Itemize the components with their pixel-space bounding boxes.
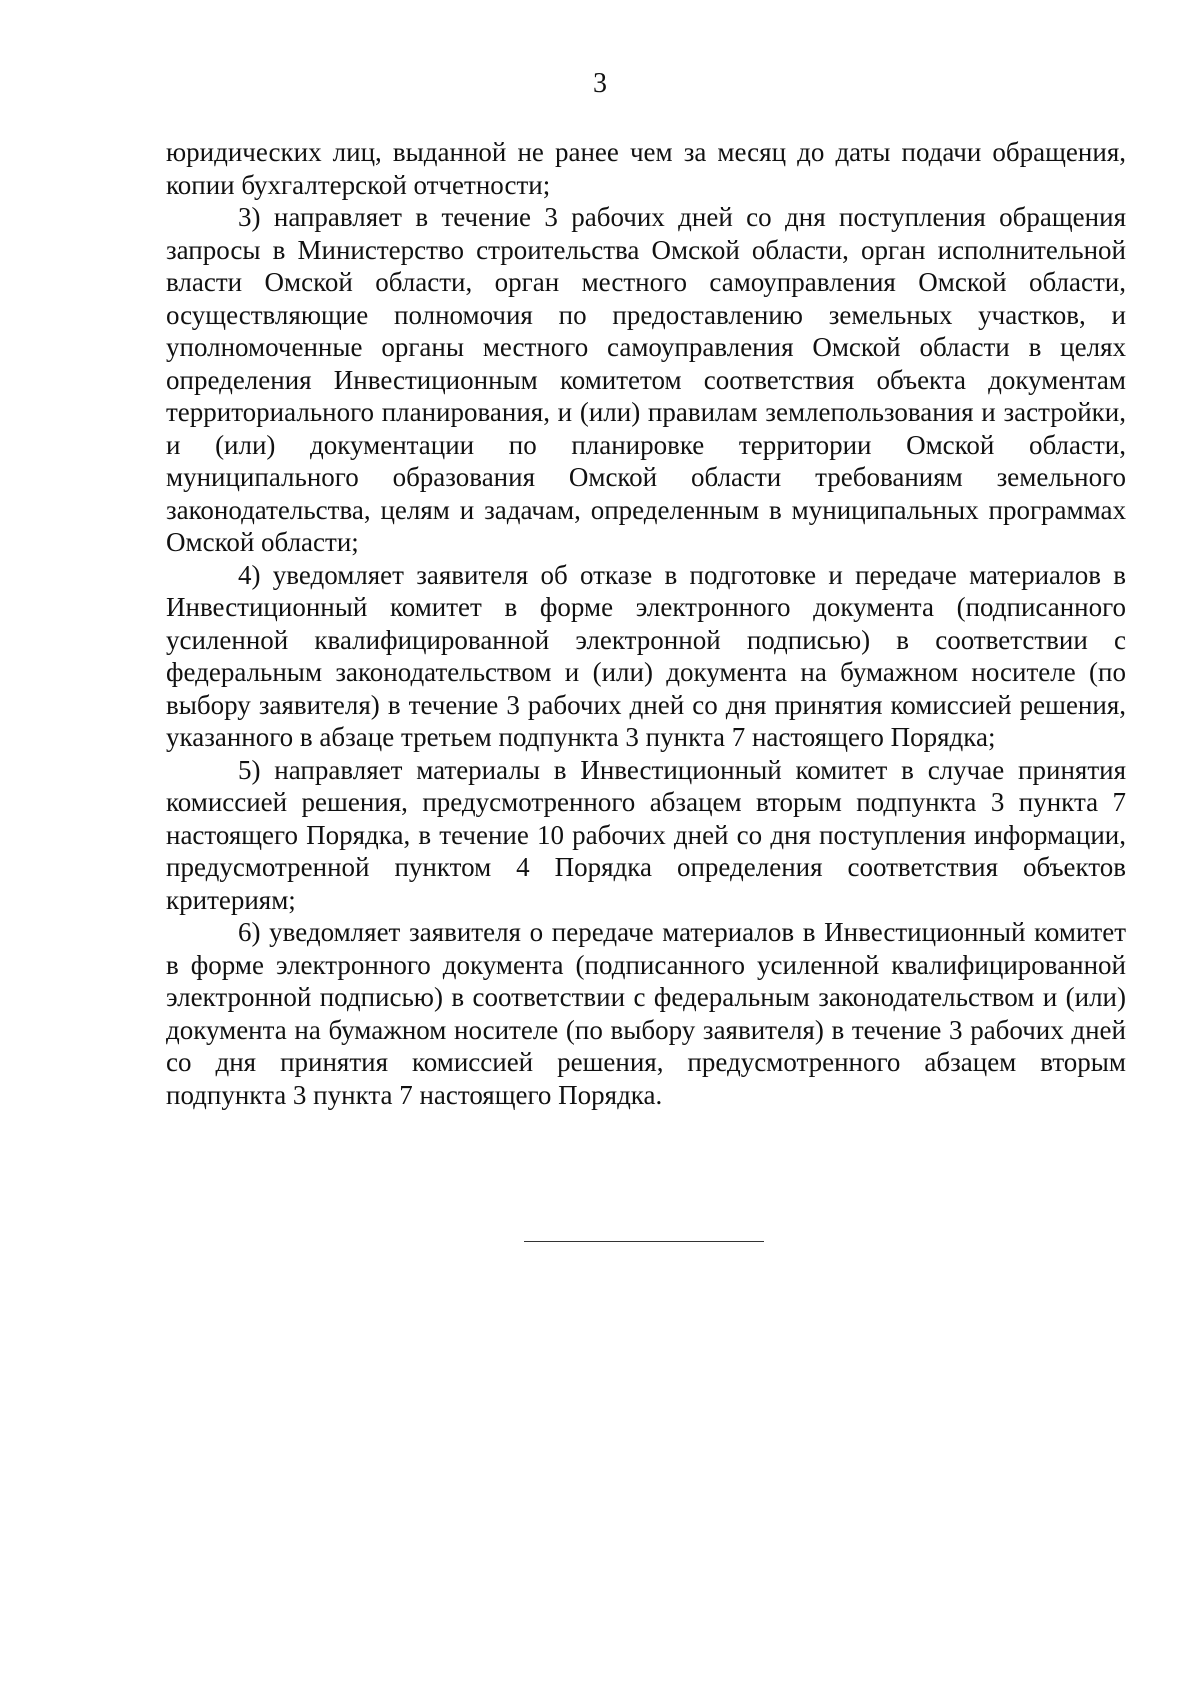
paragraph-item-4: 4) уведомляет заявителя об отказе в подготовке и передаче материалов в Инвестиционный комитет в форме электронного документа (подписанного усиленной квалифицированной электронной подписью) в соответствии с федеральным законодательством и (или) документа на бумажном носителе (по выбору заявителя) в течение 3 рабочих дней со дня принятия комиссией решения, указанного в абзаце третьем подпункта 3 пункта 7 настоящего Порядка;: [166, 559, 1126, 752]
paragraph-continuation: юридических лиц, выданной не ранее чем за месяц до даты подачи обращения, копии бухгалтерской отчетности;: [166, 137, 1126, 200]
end-of-document-rule: [524, 1241, 764, 1242]
paragraph-item-3: 3) направляет в течение 3 рабочих дней со дня поступления обращения запросы в Министерство строительства Омской области, орган исполнительной власти Омской области, орган местного самоуправления Омской области, осуществляющие полномочия по предоставлению земельных участков, и уполномоченные органы местного самоуправления Омской области в целях определения Инвестиционным комитетом соответствия объекта документам территориального планирования, и (или) правилам землепользования и застройки, и (или) документации по планировке территории Омской области, муниципального образования Омской области требованиям земельного законодательства, целям и задачам, определенным в муниципальных программах Омской области;: [166, 202, 1126, 557]
page-number: 3: [593, 68, 607, 99]
paragraph-item-6: 6) уведомляет заявителя о передаче материалов в Инвестиционный комитет в форме электронного документа (подписанного усиленной квалифицированной электронной подписью) в соответствии с федеральным законодательством и (или) документа на бумажном носителе (по выбору заявителя) в течение 3 рабочих дней со дня принятия комиссией решения, предусмотренного абзацем вторым подпункта 3 пункта 7 настоящего Порядка.: [166, 917, 1126, 1110]
paragraph-item-5: 5) направляет материалы в Инвестиционный комитет в случае принятия комиссией решения, предусмотренного абзацем вторым подпункта 3 пункта 7 настоящего Порядка, в течение 10 рабочих дней со дня поступления информации, предусмотренной пунктом 4 Порядка определения соответствия объектов критериям;: [166, 754, 1126, 915]
document-body: [166, 136, 1126, 1111]
